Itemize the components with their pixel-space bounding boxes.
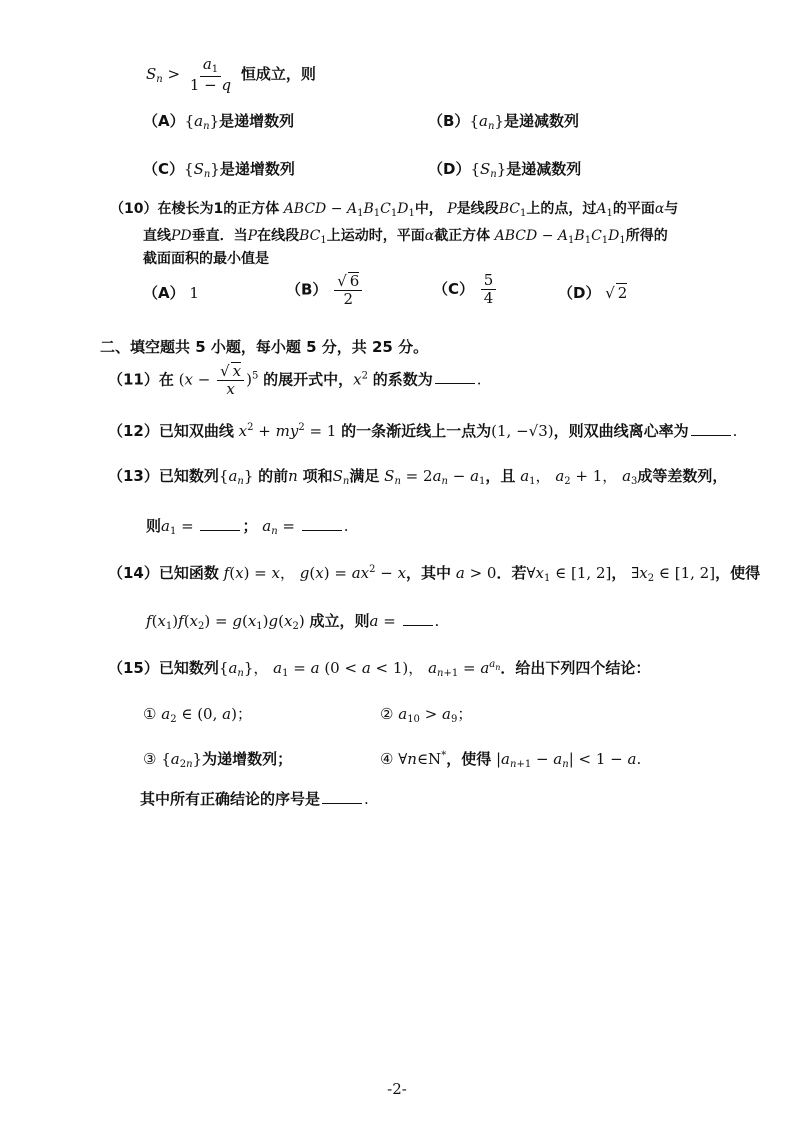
q10-option-d: （D） √ 2 xyxy=(558,284,628,302)
q9-option-d: $(D)\{S_n\}$是递减数列 xyxy=(428,160,582,180)
q10-line1: （10）在棱长为1的正方体 ABCD − $A_1B_1C_1D_1$中， P是线段$BC_1$上的点，过$A_1$的平面α与 xyxy=(110,201,679,219)
q15-conclusion-2: ② $a_{10} > a_9$； xyxy=(380,705,473,725)
q15-conclusion-4: ④ ∀n∈N*，使得 $|a_{n+1} - a_n| < 1 - a$. xyxy=(380,750,642,770)
q10-option-a: （A） 1 xyxy=(143,284,199,302)
q9-option-b: $(B)\{a_n\}$是递减数列 xyxy=(428,112,579,132)
q15-answer-line: 其中所有正确结论的序号是 . xyxy=(140,790,369,808)
q10-line2: 直线PD垂直．当P在线段$BC_1$上运动时，平面α截正方体 ABCD − $A_1B_1C_1D_1$所得的 xyxy=(143,228,668,246)
q10-line3: 截面面积的最小值是 xyxy=(143,251,269,267)
page-number: -2- xyxy=(387,1080,407,1098)
q11: （11）在 (x − $\frac{√ x}{x}$ )$^5$ 的展开式中，$x^2$ 的系数为 . xyxy=(108,362,482,399)
q9-option-a: $(A)\{a_n\}$是递增数列 xyxy=(143,112,295,132)
q10-option-b: （B） $\frac{√ 6}{2}$ xyxy=(286,272,364,309)
q9-condition: $S_n$ > $\frac{a_1}{1 - q}$ 恒成立，则 xyxy=(146,55,316,94)
q15-conclusion-1: ① $a_2$ ∈ (0, a)； xyxy=(143,705,252,725)
q13-line1: （13）已知数列$\{a_n\}$ 的前n 项和$S_n$满足 $S_n = 2a_n - a_1$，且 $a_1$， $a_2 + 1$， $a_3$成等差数列， xyxy=(108,467,728,487)
section-heading: 二、填空题共 5 小题，每小题 5 分，共 25 分。 xyxy=(100,338,429,356)
q15-conclusion-3: ③ $\{a_{2n}\}$为递增数列； xyxy=(143,750,293,770)
q12: （12）已知双曲线 $x^2 + my^2 = 1$ 的一条渐近线上一点为(1, −√3)，则双曲线离心率为 . xyxy=(108,422,738,440)
q9-option-c: $(C)\{S_n\}$是递增数列 xyxy=(143,160,295,180)
q15-line1: （15）已知数列$\{a_n\}$， $a_1 = a$ (0 < a < 1)， $a_{n+1} = a^{a_n}$．给出下列四个结论： xyxy=(108,659,651,679)
q13-line2: 则$a_1$ = ； $a_n$ = . xyxy=(146,517,349,537)
q14-line1: （14）已知函数 f(x) = x， $g(x) = ax^2 - x$，其中 a > 0．若$\forall x_1$ ∈ [1, 2]， $\exists x_2$ ∈ [1, 2]，使得 xyxy=(108,564,761,584)
q10-option-c: （C） $\frac{5}{4}$ xyxy=(433,272,498,308)
q14-line2: $f(x_1)f(x_2) = g(x_1)g(x_2)$ 成立，则a = . xyxy=(146,612,440,632)
